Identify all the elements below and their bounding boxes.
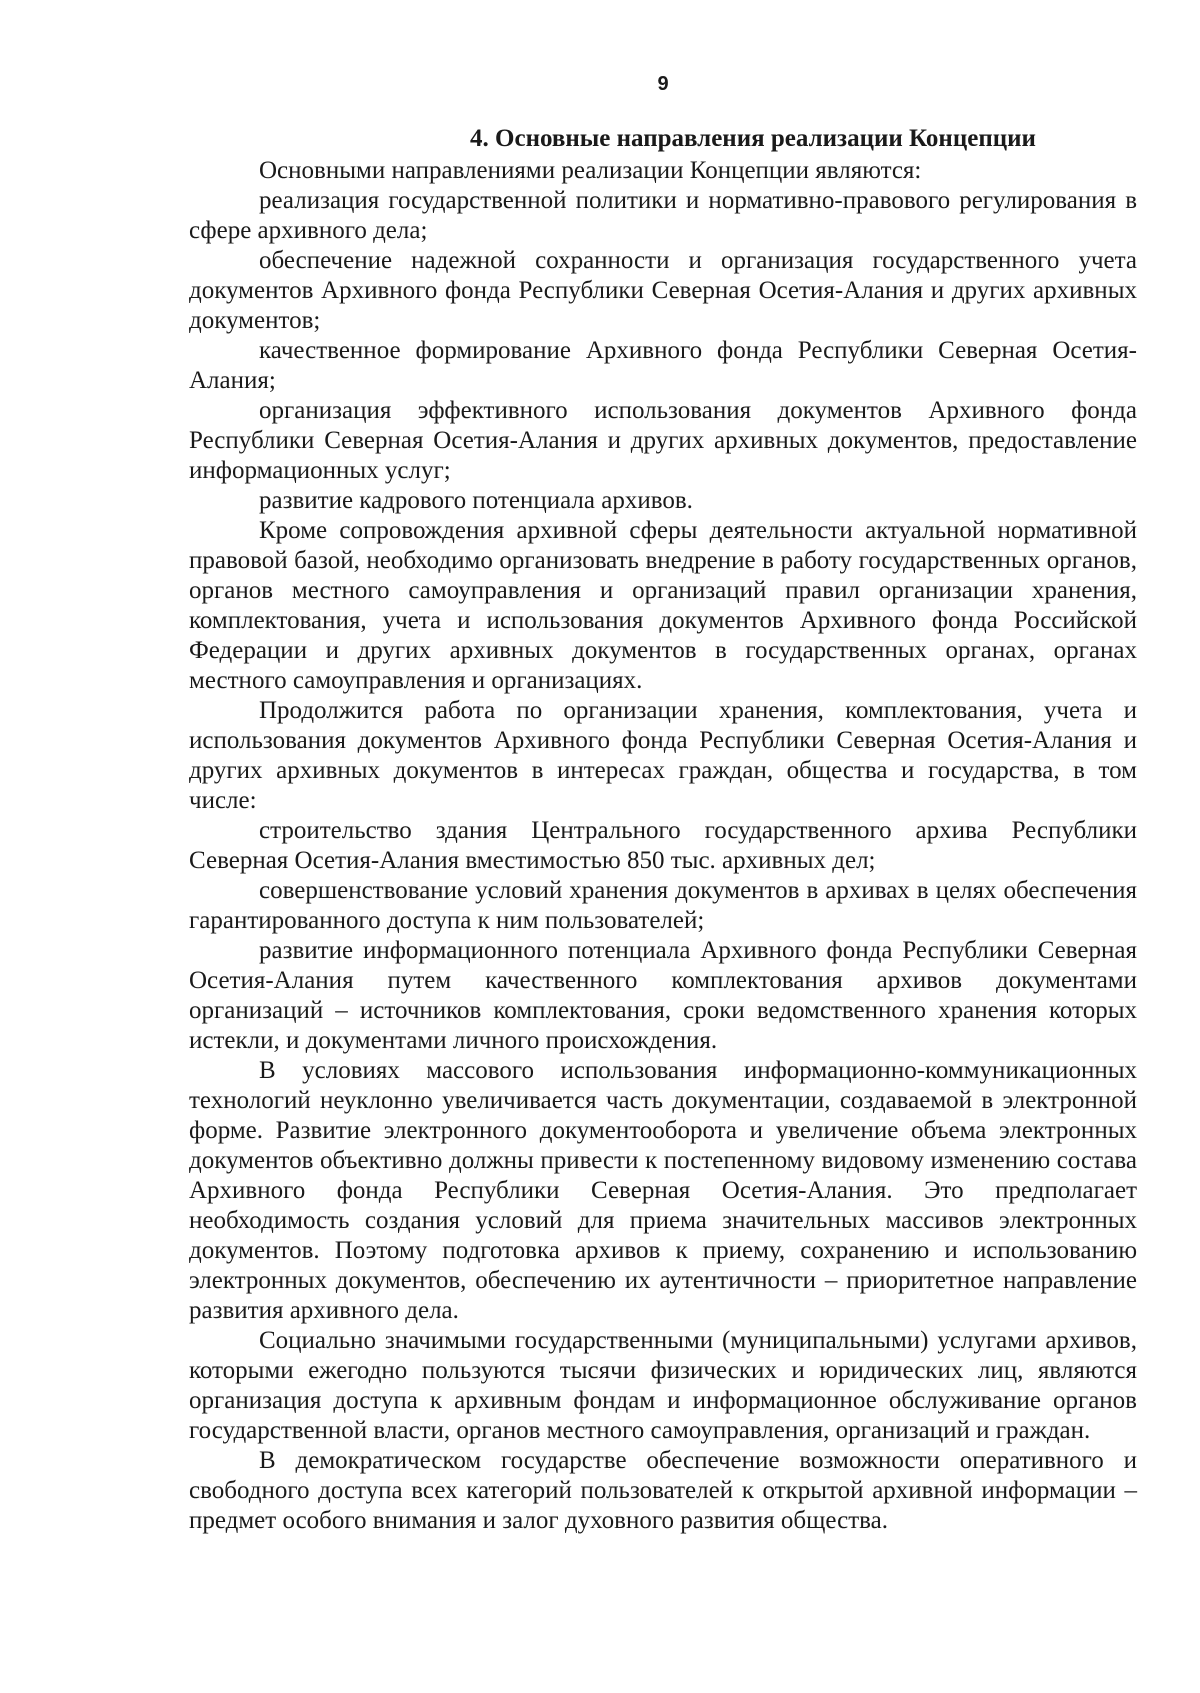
paragraph-item-building: строительство здания Центрального государственного архива Республики Северная Осетия-Алания вместимостью 850 тыс. архивных дел; <box>189 817 1137 874</box>
paragraph-regulatory: Кроме сопровождения архивной сферы деятельности актуальной нормативной правовой базой, необходимо организовать внедрение в работу государственных органов, органов местного самоуправления и организаций правил организации хранения, комплектования, учета и использования документов Архивного фонда Российской Федерации и других архивных документов в государственных органах, органах местного самоуправления и организациях. <box>189 517 1137 694</box>
paragraph-item-staff: развитие кадрового потенциала архивов. <box>259 487 693 514</box>
paragraph-item-preservation: обеспечение надежной сохранности и организация государственного учета документов Архивного фонда Республики Северная Осетия-Алания и других архивных документов; <box>189 247 1137 334</box>
paragraph-item-policy: реализация государственной политики и нормативно-правового регулирования в сфере архивного дела; <box>189 187 1137 244</box>
paragraph-item-information-potential: развитие информационного потенциала Архивного фонда Республики Северная Осетия-Алания путем качественного комплектования архивов документами организаций – источников комплектования, сроки ведомственного хранения которых истекли, и документами личного происхождения. <box>189 937 1137 1054</box>
paragraph-item-storage-conditions: совершенствование условий хранения документов в архивах в целях обеспечения гарантированного доступа к ним пользователей; <box>189 877 1137 934</box>
paragraph-intro: Основными направлениями реализации Концепции являются: <box>259 157 922 184</box>
paragraph-continued-work: Продолжится работа по организации хранения, комплектования, учета и использования документов Архивного фонда Республики Северная Осетия-Алания и других архивных документов в интересах граждан, общества и государства, в том числе: <box>189 697 1137 814</box>
paragraph-democratic-access: В демократическом государстве обеспечение возможности оперативного и свободного доступа всех категорий пользователей к открытой архивной информации – предмет особого внимания и залог духовного развития общества. <box>189 1447 1137 1534</box>
paragraph-public-services: Социально значимыми государственными (муниципальными) услугами архивов, которыми ежегодно пользуются тысячи физических и юридических лиц, являются организация доступа к архивным фондам и информационное обслуживание органов государственной власти, органов местного самоуправления, организаций и граждан. <box>189 1327 1137 1444</box>
document-body <box>189 124 1137 1536</box>
section-heading: 4. Основные направления реализации Концепции <box>470 125 1036 152</box>
page-number: 9 <box>657 73 669 95</box>
paragraph-electronic-documents: В условиях массового использования информационно-коммуникационных технологий неуклонно увеличивается часть документации, создаваемой в электронной форме. Развитие электронного документооборота и увеличение объема электронных документов объективно должны привести к постепенному видовому изменению состава Архивного фонда Республики Северная Осетия-Алания. Это предполагает необходимость создания условий для приема значительных массивов электронных документов. Поэтому подготовка архивов к приему, сохранению и использованию электронных документов, обеспечению их аутентичности – приоритетное направление развития архивного дела. <box>189 1057 1137 1324</box>
paragraph-item-usage: организация эффективного использования документов Архивного фонда Республики Северная Осетия-Алания и других архивных документов, предоставление информационных услуг; <box>189 397 1137 484</box>
paragraph-item-formation: качественное формирование Архивного фонда Республики Северная Осетия-Алания; <box>189 337 1137 394</box>
